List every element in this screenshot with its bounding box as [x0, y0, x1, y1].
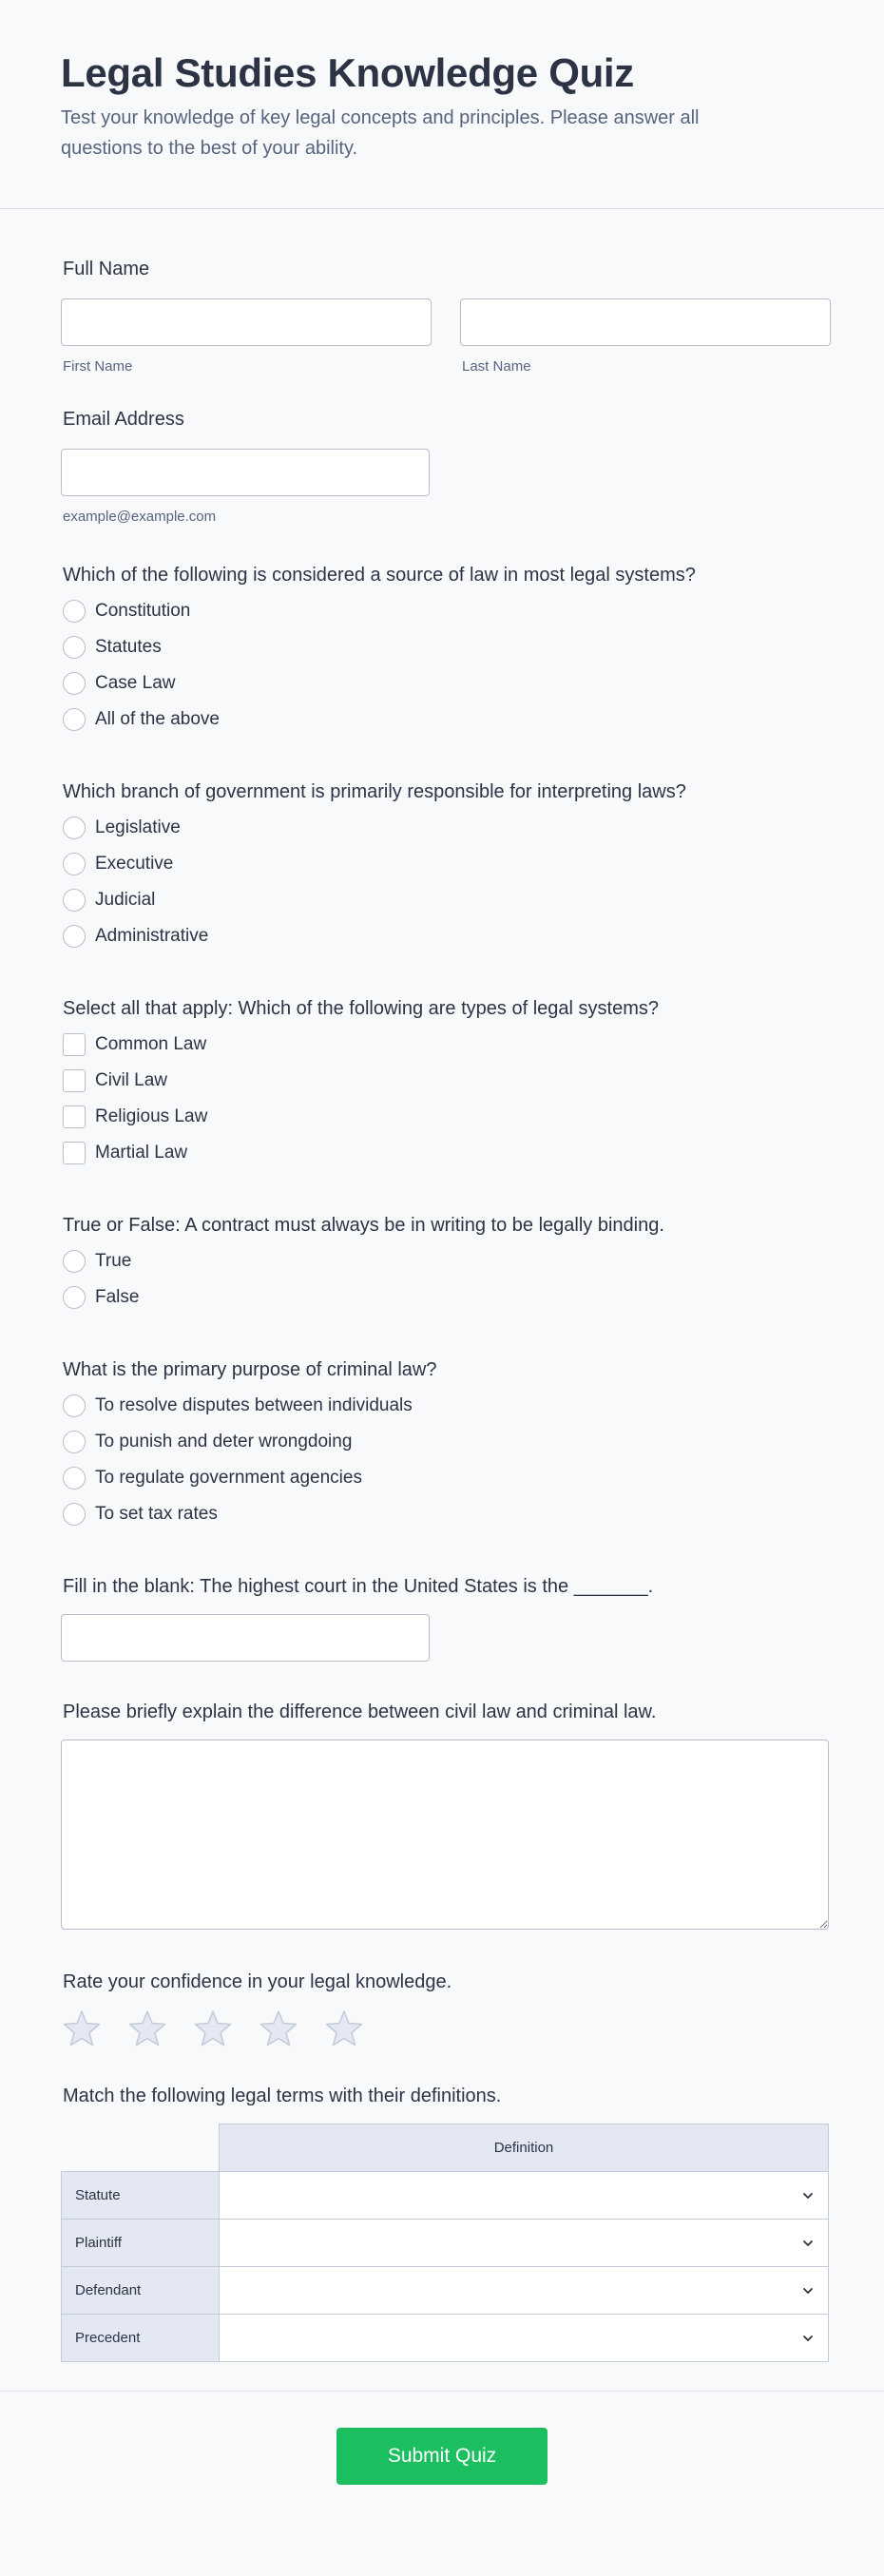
question-6: [63, 1574, 831, 1662]
matrix-row-label: Plaintiff: [62, 2220, 220, 2267]
question-8: [63, 1970, 831, 2047]
page-title: Legal Studies Knowledge Quiz: [61, 50, 634, 95]
option-label: Common Law: [95, 1034, 207, 1054]
radio-button[interactable]: [63, 925, 86, 948]
star-icon[interactable]: [63, 2009, 101, 2047]
definition-select[interactable]: [220, 2315, 829, 2362]
star-icon[interactable]: [325, 2009, 363, 2047]
question-7: [63, 1700, 831, 1930]
chevron-down-icon: [801, 2237, 815, 2250]
checkbox[interactable]: [63, 1142, 86, 1164]
full-name-label: Full Name: [63, 259, 150, 279]
quiz-form: [0, 257, 884, 2362]
q1-option[interactable]: [63, 665, 831, 702]
question-5: [63, 1357, 831, 1532]
definition-select[interactable]: [220, 2172, 829, 2220]
definition-select[interactable]: [220, 2220, 829, 2267]
option-label: Executive: [95, 854, 174, 874]
radio-button[interactable]: [63, 1394, 86, 1417]
option-label: False: [95, 1287, 140, 1307]
radio-button[interactable]: [63, 636, 86, 659]
question-9: [63, 2084, 831, 2362]
q4-option[interactable]: [63, 1279, 831, 1316]
email-field: [63, 407, 831, 527]
matrix-row-label: Statute: [62, 2172, 220, 2220]
question-8-text: Rate your confidence in your legal knowledge.: [63, 1971, 452, 1992]
star-rating: [63, 2009, 831, 2047]
checkbox[interactable]: [63, 1105, 86, 1128]
matching-matrix: [61, 2124, 829, 2362]
form-footer: [0, 2391, 884, 2524]
chevron-down-icon: [801, 2332, 815, 2345]
radio-button[interactable]: [63, 889, 86, 912]
question-2-text: Which branch of government is primarily responsible for interpreting laws?: [63, 781, 686, 802]
question-9-text: Match the following legal terms with their definitions.: [63, 2086, 502, 2106]
q3-option[interactable]: [63, 1063, 831, 1099]
q5-option[interactable]: [63, 1496, 831, 1532]
q4-option[interactable]: [63, 1243, 831, 1279]
table-row: [62, 2267, 829, 2315]
option-label: To set tax rates: [95, 1504, 218, 1524]
chevron-down-icon: [801, 2284, 815, 2297]
radio-button[interactable]: [63, 1286, 86, 1309]
question-4: [63, 1213, 831, 1316]
radio-button[interactable]: [63, 1467, 86, 1490]
question-6-text: Fill in the blank: The highest court in the United States is the _______.: [63, 1576, 654, 1597]
q5-option[interactable]: [63, 1460, 831, 1496]
full-name-field: [63, 257, 831, 376]
matrix-row-label: Defendant: [62, 2267, 220, 2315]
question-4-text: True or False: A contract must always be in writing to be legally binding.: [63, 1215, 664, 1236]
question-3: [63, 996, 831, 1171]
q1-option[interactable]: [63, 629, 831, 665]
definition-select[interactable]: [220, 2267, 829, 2315]
radio-button[interactable]: [63, 853, 86, 875]
star-icon[interactable]: [259, 2009, 298, 2047]
radio-button[interactable]: [63, 1431, 86, 1453]
q1-option[interactable]: [63, 702, 831, 738]
email-input[interactable]: [61, 449, 430, 496]
matrix-row-label: Precedent: [62, 2315, 220, 2362]
radio-button[interactable]: [63, 817, 86, 839]
matrix-column-header: Definition: [220, 2124, 829, 2172]
checkbox[interactable]: [63, 1033, 86, 1056]
email-sublabel: example@example.com: [63, 509, 217, 525]
star-icon[interactable]: [194, 2009, 232, 2047]
option-label: To regulate government agencies: [95, 1468, 362, 1488]
q2-option[interactable]: [63, 810, 831, 846]
option-label: Legislative: [95, 817, 181, 837]
option-label: All of the above: [95, 709, 220, 729]
radio-button[interactable]: [63, 1503, 86, 1526]
option-label: Statutes: [95, 637, 162, 657]
option-label: Civil Law: [95, 1070, 168, 1090]
q3-option[interactable]: [63, 1135, 831, 1171]
question-1-text: Which of the following is considered a source of law in most legal systems?: [63, 565, 696, 586]
option-label: To resolve disputes between individuals: [95, 1395, 413, 1415]
option-label: True: [95, 1251, 132, 1271]
q3-option[interactable]: [63, 1027, 831, 1063]
form-header: [0, 0, 884, 209]
email-label: Email Address: [63, 409, 184, 430]
question-1: [63, 563, 831, 738]
table-row: [62, 2315, 829, 2362]
option-label: Judicial: [95, 890, 156, 910]
q2-option[interactable]: [63, 846, 831, 882]
option-label: Administrative: [95, 926, 209, 946]
question-7-text: Please briefly explain the difference between civil law and criminal law.: [63, 1701, 657, 1722]
option-label: Constitution: [95, 601, 191, 621]
question-3-text: Select all that apply: Which of the following are types of legal systems?: [63, 998, 659, 1019]
table-row: [62, 2172, 829, 2220]
q2-option[interactable]: [63, 918, 831, 954]
q3-option[interactable]: [63, 1099, 831, 1135]
option-label: Religious Law: [95, 1106, 208, 1126]
option-label: Martial Law: [95, 1143, 188, 1163]
radio-button[interactable]: [63, 600, 86, 623]
q5-option[interactable]: [63, 1424, 831, 1460]
table-row: [62, 2220, 829, 2267]
q2-option[interactable]: [63, 882, 831, 918]
chevron-down-icon: [801, 2189, 815, 2202]
question-5-text: What is the primary purpose of criminal law?: [63, 1359, 437, 1380]
q1-option[interactable]: [63, 593, 831, 629]
q5-option[interactable]: [63, 1388, 831, 1424]
last-name-sublabel: Last Name: [462, 358, 531, 375]
checkbox[interactable]: [63, 1069, 86, 1092]
radio-button[interactable]: [63, 1250, 86, 1273]
radio-button[interactable]: [63, 708, 86, 731]
star-icon[interactable]: [128, 2009, 166, 2047]
radio-button[interactable]: [63, 672, 86, 695]
first-name-input[interactable]: [61, 298, 432, 346]
page-subtitle: Test your knowledge of key legal concepts and principles. Please answer all questions to the best of your ability.: [61, 107, 700, 159]
question-2: [63, 779, 831, 954]
option-label: Case Law: [95, 673, 176, 693]
fill-blank-input[interactable]: [61, 1614, 430, 1662]
first-name-sublabel: First Name: [63, 358, 133, 375]
last-name-input[interactable]: [460, 298, 831, 346]
matrix-corner: [62, 2124, 220, 2172]
submit-button[interactable]: Submit Quiz: [336, 2428, 548, 2485]
explanation-textarea[interactable]: [61, 1740, 829, 1930]
option-label: To punish and deter wrongdoing: [95, 1432, 353, 1451]
